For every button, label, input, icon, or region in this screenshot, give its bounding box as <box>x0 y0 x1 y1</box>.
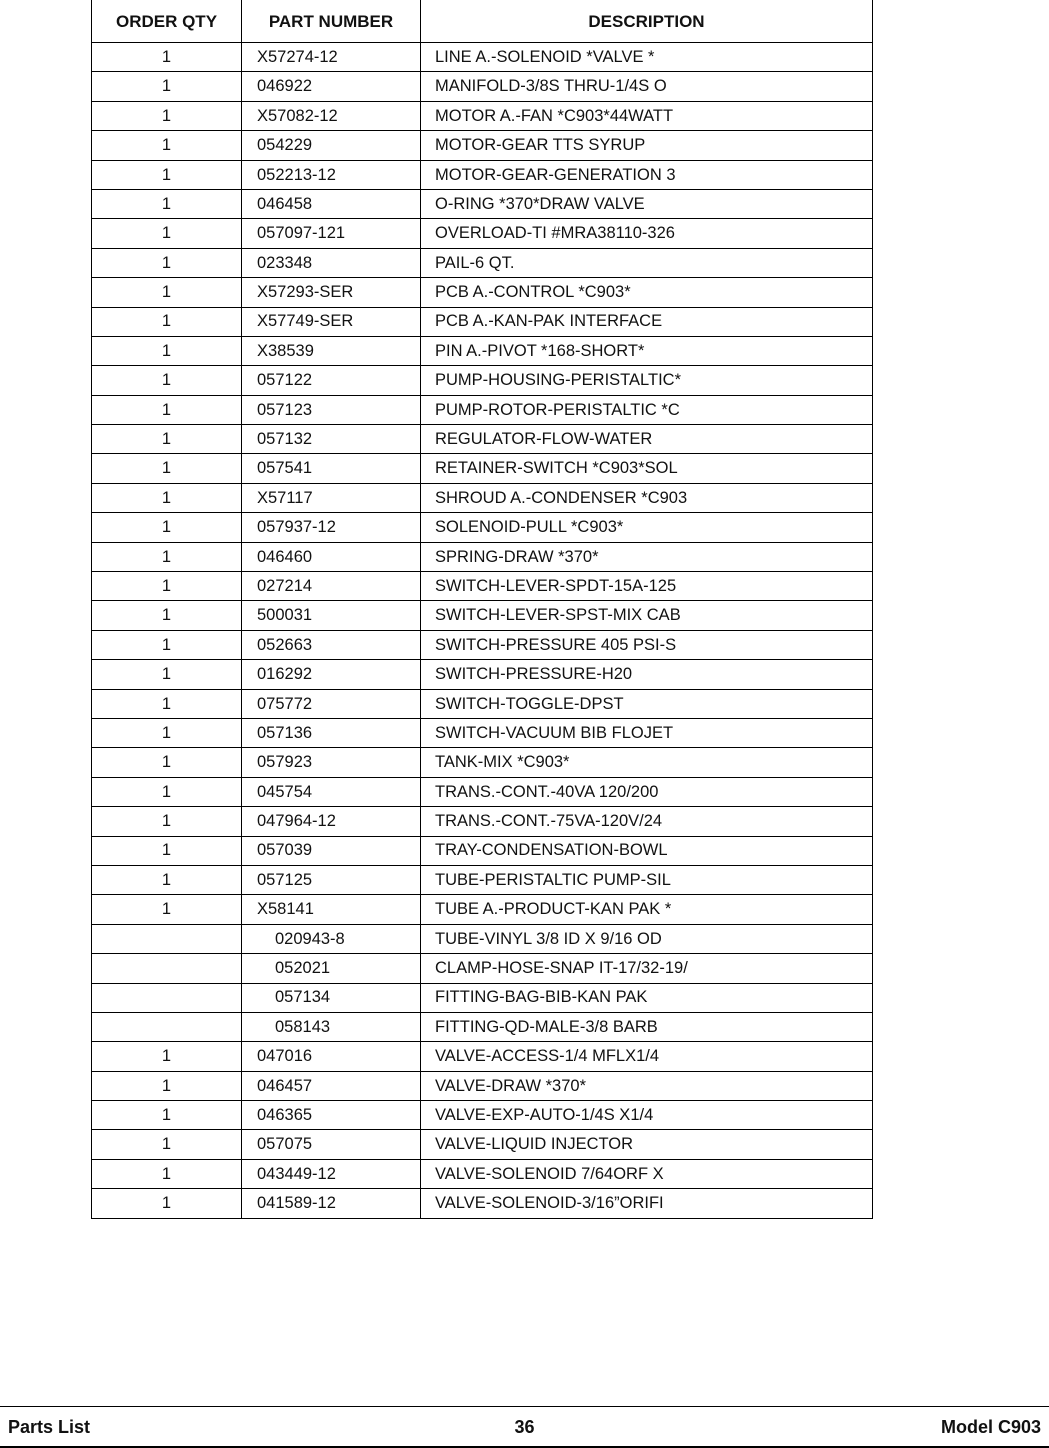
table-header-row <box>92 0 873 43</box>
part-number-cell: 027214 <box>242 572 421 601</box>
part-number-cell: 046457 <box>242 1071 421 1100</box>
part-number-cell: 054229 <box>242 131 421 160</box>
part-number-cell: 020943-8 <box>242 924 421 953</box>
description-cell: PCB A.-KAN-PAK INTERFACE <box>421 307 873 336</box>
part-number-cell: 052021 <box>242 954 421 983</box>
description-cell: TANK-MIX *C903* <box>421 748 873 777</box>
header-order-qty: ORDER QTY <box>92 0 242 43</box>
order-qty-cell: 1 <box>92 101 242 130</box>
description-cell: RETAINER-SWITCH *C903*SOL <box>421 454 873 483</box>
part-number-cell: 057132 <box>242 425 421 454</box>
order-qty-cell <box>92 954 242 983</box>
description-cell: PUMP-HOUSING-PERISTALTIC* <box>421 366 873 395</box>
part-number-cell: 057937-12 <box>242 513 421 542</box>
part-number-cell: 045754 <box>242 777 421 806</box>
table-row <box>92 160 873 189</box>
order-qty-cell: 1 <box>92 43 242 72</box>
order-qty-cell: 1 <box>92 542 242 571</box>
description-cell: SWITCH-LEVER-SPDT-15A-125 <box>421 572 873 601</box>
order-qty-cell: 1 <box>92 131 242 160</box>
part-number-cell: 046365 <box>242 1101 421 1130</box>
description-cell: LINE A.-SOLENOID *VALVE * <box>421 43 873 72</box>
order-qty-cell: 1 <box>92 630 242 659</box>
description-cell: VALVE-SOLENOID-3/16”ORIFI <box>421 1189 873 1218</box>
description-cell: SWITCH-LEVER-SPST-MIX CAB <box>421 601 873 630</box>
table-row <box>92 983 873 1012</box>
part-number-cell: 057039 <box>242 836 421 865</box>
part-number-cell: X57293-SER <box>242 278 421 307</box>
description-cell: PAIL-6 QT. <box>421 248 873 277</box>
part-number-cell: 057134 <box>242 983 421 1012</box>
order-qty-cell: 1 <box>92 425 242 454</box>
table-row <box>92 395 873 424</box>
description-cell: VALVE-ACCESS-1/4 MFLX1/4 <box>421 1042 873 1071</box>
table-row <box>92 1012 873 1041</box>
table-row <box>92 1130 873 1159</box>
order-qty-cell: 1 <box>92 660 242 689</box>
table-row <box>92 43 873 72</box>
part-number-cell: X57117 <box>242 483 421 512</box>
description-cell: MOTOR-GEAR TTS SYRUP <box>421 131 873 160</box>
description-cell: TUBE-PERISTALTIC PUMP-SIL <box>421 865 873 894</box>
description-cell: TRAY-CONDENSATION-BOWL <box>421 836 873 865</box>
description-cell: TRANS.-CONT.-40VA 120/200 <box>421 777 873 806</box>
order-qty-cell: 1 <box>92 1042 242 1071</box>
order-qty-cell: 1 <box>92 1189 242 1218</box>
table-row <box>92 601 873 630</box>
order-qty-cell <box>92 983 242 1012</box>
order-qty-cell: 1 <box>92 483 242 512</box>
description-cell: VALVE-DRAW *370* <box>421 1071 873 1100</box>
table-row <box>92 513 873 542</box>
table-row <box>92 72 873 101</box>
description-cell: SWITCH-PRESSURE 405 PSI-S <box>421 630 873 659</box>
table-row <box>92 278 873 307</box>
order-qty-cell: 1 <box>92 1071 242 1100</box>
description-cell: SWITCH-PRESSURE-H20 <box>421 660 873 689</box>
order-qty-cell: 1 <box>92 366 242 395</box>
table-row <box>92 630 873 659</box>
description-cell: SOLENOID-PULL *C903* <box>421 513 873 542</box>
order-qty-cell: 1 <box>92 836 242 865</box>
part-number-cell: 041589-12 <box>242 1189 421 1218</box>
table-row <box>92 865 873 894</box>
page-footer <box>0 1406 1049 1448</box>
parts-table <box>91 0 873 1219</box>
part-number-cell: 057075 <box>242 1130 421 1159</box>
description-cell: TUBE-VINYL 3/8 ID X 9/16 OD <box>421 924 873 953</box>
table-row <box>92 454 873 483</box>
part-number-cell: X57082-12 <box>242 101 421 130</box>
footer-model: Model C903 <box>940 1417 1041 1437</box>
description-cell: PUMP-ROTOR-PERISTALTIC *C <box>421 395 873 424</box>
part-number-cell: 057123 <box>242 395 421 424</box>
table-row <box>92 101 873 130</box>
part-number-cell: X57274-12 <box>242 43 421 72</box>
part-number-cell: X57749-SER <box>242 307 421 336</box>
part-number-cell: 057122 <box>242 366 421 395</box>
description-cell: SPRING-DRAW *370* <box>421 542 873 571</box>
part-number-cell: 043449-12 <box>242 1159 421 1188</box>
table-row <box>92 131 873 160</box>
page-number: 36 <box>514 1417 535 1437</box>
order-qty-cell <box>92 924 242 953</box>
table-row <box>92 189 873 218</box>
order-qty-cell: 1 <box>92 718 242 747</box>
table-row <box>92 718 873 747</box>
order-qty-cell: 1 <box>92 513 242 542</box>
order-qty-cell: 1 <box>92 160 242 189</box>
order-qty-cell <box>92 1012 242 1041</box>
order-qty-cell: 1 <box>92 336 242 365</box>
order-qty-cell: 1 <box>92 689 242 718</box>
part-number-cell: X58141 <box>242 895 421 924</box>
description-cell: SWITCH-VACUUM BIB FLOJET <box>421 718 873 747</box>
description-cell: VALVE-SOLENOID 7/64ORF X <box>421 1159 873 1188</box>
part-number-cell: 057097-121 <box>242 219 421 248</box>
order-qty-cell: 1 <box>92 307 242 336</box>
part-number-cell: 057923 <box>242 748 421 777</box>
order-qty-cell: 1 <box>92 1159 242 1188</box>
description-cell: TUBE A.-PRODUCT-KAN PAK * <box>421 895 873 924</box>
table-row <box>92 248 873 277</box>
description-cell: MOTOR-GEAR-GENERATION 3 <box>421 160 873 189</box>
table-row <box>92 1101 873 1130</box>
footer-section-title: Parts List <box>8 1417 91 1437</box>
order-qty-cell: 1 <box>92 395 242 424</box>
table-row <box>92 1071 873 1100</box>
description-cell: FITTING-BAG-BIB-KAN PAK <box>421 983 873 1012</box>
description-cell: FITTING-QD-MALE-3/8 BARB <box>421 1012 873 1041</box>
description-cell: PIN A.-PIVOT *168-SHORT* <box>421 336 873 365</box>
table-row <box>92 425 873 454</box>
order-qty-cell: 1 <box>92 572 242 601</box>
part-number-cell: 500031 <box>242 601 421 630</box>
description-cell: VALVE-EXP-AUTO-1/4S X1/4 <box>421 1101 873 1130</box>
order-qty-cell: 1 <box>92 748 242 777</box>
part-number-cell: 046458 <box>242 189 421 218</box>
table-row <box>92 1042 873 1071</box>
description-cell: TRANS.-CONT.-75VA-120V/24 <box>421 807 873 836</box>
description-cell: SHROUD A.-CONDENSER *C903 <box>421 483 873 512</box>
part-number-cell: 075772 <box>242 689 421 718</box>
order-qty-cell: 1 <box>92 189 242 218</box>
description-cell: MOTOR A.-FAN *C903*44WATT <box>421 101 873 130</box>
description-cell: CLAMP-HOSE-SNAP IT-17/32-19/ <box>421 954 873 983</box>
table-row <box>92 307 873 336</box>
description-cell: MANIFOLD-3/8S THRU-1/4S O <box>421 72 873 101</box>
part-number-cell: 057541 <box>242 454 421 483</box>
table-row <box>92 954 873 983</box>
table-row <box>92 895 873 924</box>
order-qty-cell: 1 <box>92 219 242 248</box>
table-row <box>92 572 873 601</box>
description-cell: OVERLOAD-TI #MRA38110-326 <box>421 219 873 248</box>
order-qty-cell: 1 <box>92 278 242 307</box>
part-number-cell: 057136 <box>242 718 421 747</box>
order-qty-cell: 1 <box>92 454 242 483</box>
description-cell: VALVE-LIQUID INJECTOR <box>421 1130 873 1159</box>
part-number-cell: 023348 <box>242 248 421 277</box>
part-number-cell: 046460 <box>242 542 421 571</box>
header-description: DESCRIPTION <box>421 0 873 43</box>
table-row <box>92 660 873 689</box>
table-row <box>92 924 873 953</box>
table-row <box>92 336 873 365</box>
order-qty-cell: 1 <box>92 601 242 630</box>
table-row <box>92 689 873 718</box>
description-cell: REGULATOR-FLOW-WATER <box>421 425 873 454</box>
part-number-cell: 047964-12 <box>242 807 421 836</box>
table-row <box>92 542 873 571</box>
part-number-cell: 057125 <box>242 865 421 894</box>
part-number-cell: 046922 <box>242 72 421 101</box>
order-qty-cell: 1 <box>92 1130 242 1159</box>
header-part-number: PART NUMBER <box>242 0 421 43</box>
order-qty-cell: 1 <box>92 865 242 894</box>
table-row <box>92 748 873 777</box>
part-number-cell: 052213-12 <box>242 160 421 189</box>
order-qty-cell: 1 <box>92 895 242 924</box>
part-number-cell: 016292 <box>242 660 421 689</box>
part-number-cell: 052663 <box>242 630 421 659</box>
order-qty-cell: 1 <box>92 248 242 277</box>
table-row <box>92 807 873 836</box>
description-cell: O-RING *370*DRAW VALVE <box>421 189 873 218</box>
part-number-cell: 058143 <box>242 1012 421 1041</box>
table-row <box>92 1189 873 1218</box>
part-number-cell: 047016 <box>242 1042 421 1071</box>
part-number-cell: X38539 <box>242 336 421 365</box>
order-qty-cell: 1 <box>92 1101 242 1130</box>
table-row <box>92 483 873 512</box>
table-row <box>92 219 873 248</box>
table-row <box>92 1159 873 1188</box>
order-qty-cell: 1 <box>92 807 242 836</box>
description-cell: PCB A.-CONTROL *C903* <box>421 278 873 307</box>
table-row <box>92 366 873 395</box>
order-qty-cell: 1 <box>92 72 242 101</box>
table-row <box>92 777 873 806</box>
description-cell: SWITCH-TOGGLE-DPST <box>421 689 873 718</box>
table-row <box>92 836 873 865</box>
order-qty-cell: 1 <box>92 777 242 806</box>
